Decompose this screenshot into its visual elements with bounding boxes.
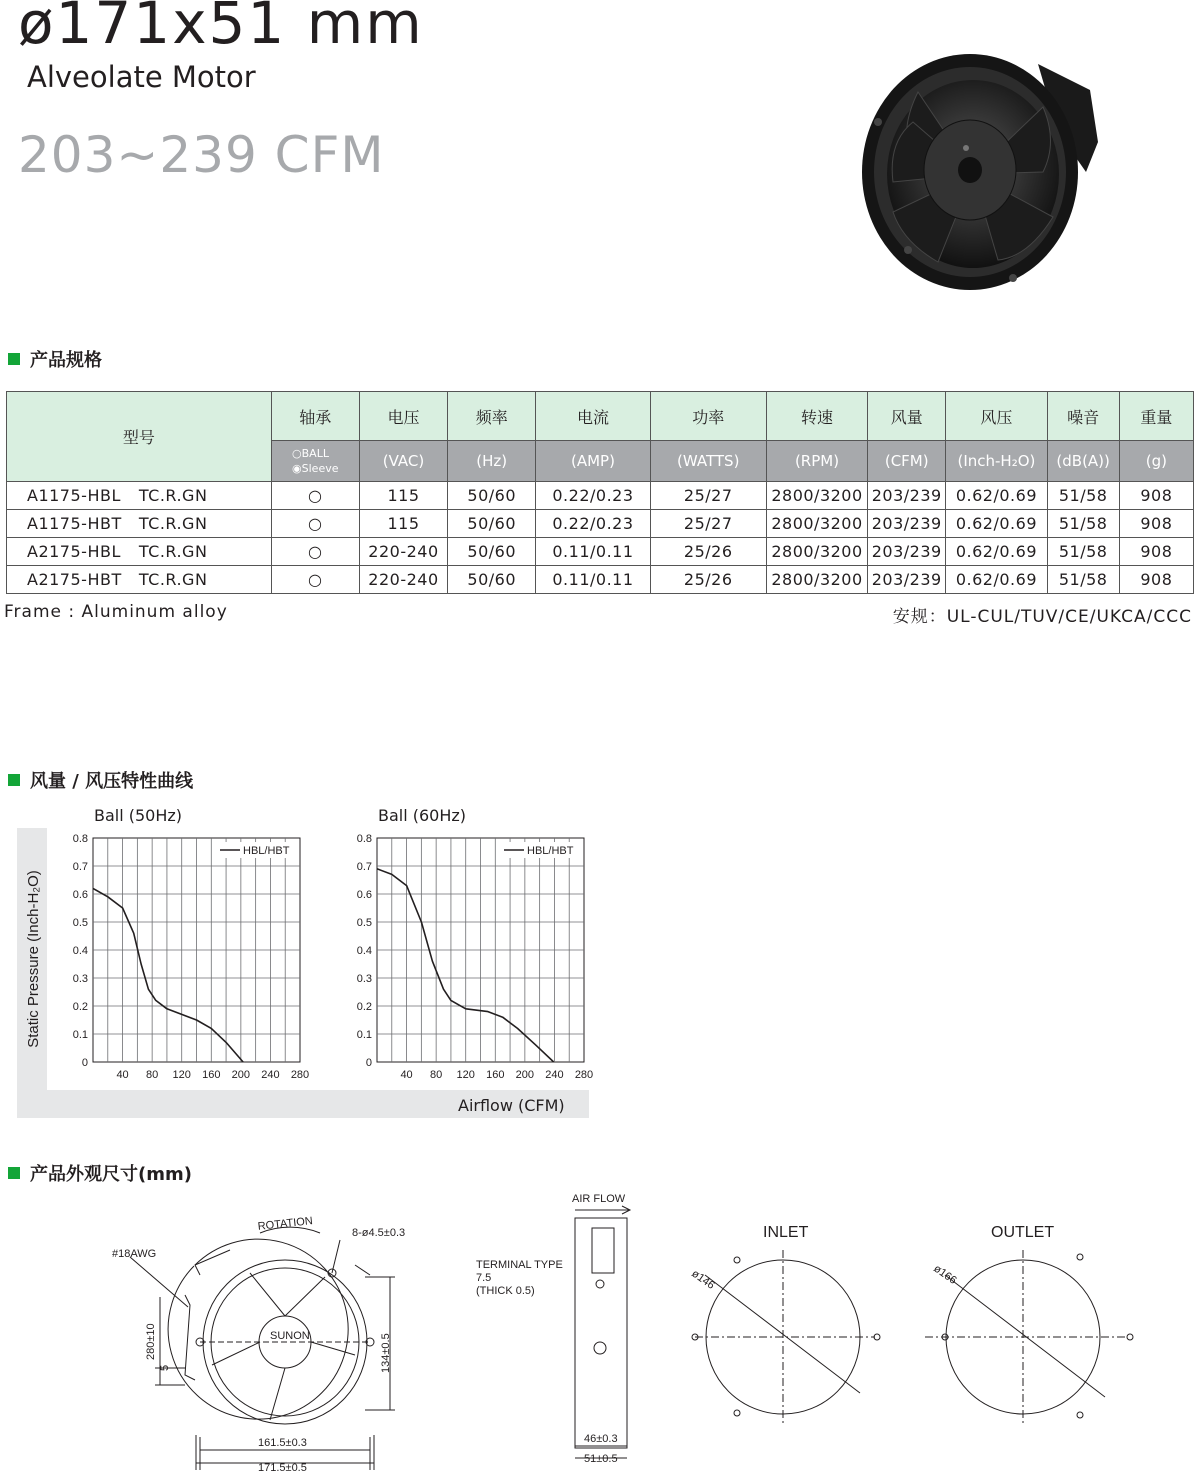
- fan-photo: [858, 52, 1108, 297]
- svg-text:OUTLET: OUTLET: [991, 1224, 1055, 1241]
- svg-text:161.5±0.3: 161.5±0.3: [258, 1437, 307, 1449]
- svg-text:280±10: 280±10: [145, 1323, 157, 1360]
- y-tick-label: 0.7: [72, 861, 88, 873]
- header-power: 功率: [650, 392, 766, 441]
- chart-60hz: [344, 828, 604, 1090]
- unit-current: (AMP): [536, 441, 650, 482]
- y-tick-label: 0.6: [72, 889, 88, 901]
- unit-voltage: (VAC): [359, 441, 447, 482]
- table-header-row: [7, 392, 1194, 441]
- svg-text:#18AWG: #18AWG: [112, 1248, 157, 1260]
- x-tick-label: 40: [400, 1069, 413, 1081]
- chart-title-50hz: Ball (50Hz): [94, 806, 183, 825]
- safety-note: 安规：UL-CUL/TUV/CE/UKCA/CCC: [892, 607, 1192, 627]
- svg-text:ROTATION: ROTATION: [257, 1215, 314, 1233]
- inlet-drawing: [685, 1215, 885, 1435]
- y-tick-label: 0.5: [72, 917, 88, 929]
- svg-text:INLET: INLET: [763, 1224, 809, 1241]
- product-subtitle: Alveolate Motor: [27, 60, 256, 94]
- x-tick-label: 120: [456, 1069, 475, 1081]
- unit-weight: (g): [1119, 441, 1193, 482]
- frame-note: Frame : Aluminum alloy: [4, 602, 228, 622]
- x-tick-label: 160: [202, 1069, 221, 1081]
- y-tick-label: 0.2: [72, 1001, 88, 1013]
- front-view-drawing: [100, 1205, 440, 1477]
- y-axis-label: [17, 828, 47, 1090]
- side-view-drawing: [470, 1188, 650, 1478]
- x-tick-label: 240: [261, 1069, 280, 1081]
- header-speed: 转速: [766, 392, 867, 441]
- cfm-range: 203~239 CFM: [18, 126, 385, 184]
- x-tick-label: 80: [430, 1069, 443, 1081]
- svg-text:171.5±0.5: 171.5±0.5: [258, 1462, 307, 1474]
- y-tick-label: 0.4: [356, 945, 372, 957]
- svg-text:134±0.5: 134±0.5: [380, 1333, 392, 1373]
- svg-text:7.5: 7.5: [476, 1272, 492, 1284]
- curve-section-title: 风量 / 风压特性曲线: [8, 767, 193, 793]
- header-voltage: 电压: [359, 392, 447, 441]
- unit-noise: (dB(A)): [1047, 441, 1119, 482]
- svg-text:(THICK 0.5): (THICK 0.5): [476, 1285, 535, 1297]
- x-axis-label: Airflow (CFM): [458, 1096, 565, 1115]
- unit-airflow: (CFM): [868, 441, 946, 482]
- svg-text:SUNON: SUNON: [270, 1330, 310, 1342]
- chart-50hz: [60, 828, 320, 1090]
- table-row: A2175-HBT TC.R.GN ○ 220-240 50/60 0.11/0.11 25/26 2800/3200 203/239 0.62/0.69 51/58 908: [7, 566, 1194, 594]
- y-tick-label: 0.2: [356, 1001, 372, 1013]
- x-tick-label: 200: [231, 1069, 251, 1081]
- svg-text:46±0.3: 46±0.3: [584, 1433, 618, 1445]
- table-row: A2175-HBL TC.R.GN ○ 220-240 50/60 0.11/0.11 25/26 2800/3200 203/239 0.62/0.69 51/58 908: [7, 538, 1194, 566]
- x-tick-label: 120: [172, 1069, 191, 1081]
- y-tick-label: 0.1: [356, 1029, 372, 1041]
- header-noise: 噪音: [1047, 392, 1119, 441]
- x-tick-label: 240: [545, 1069, 564, 1081]
- header-current: 电流: [536, 392, 650, 441]
- y-tick-label: 0.1: [72, 1029, 88, 1041]
- unit-frequency: (Hz): [448, 441, 536, 482]
- radio-selected-icon: ◉: [292, 462, 302, 475]
- svg-text:TERMINAL TYPE: TERMINAL TYPE: [476, 1259, 563, 1271]
- y-tick-label: 0.3: [356, 973, 372, 985]
- header-model: 型号: [7, 392, 272, 482]
- header-bearing: 轴承: [271, 392, 359, 441]
- header-pressure: 风压: [946, 392, 1047, 441]
- svg-text:8-ø4.5±0.3: 8-ø4.5±0.3: [352, 1227, 406, 1239]
- chart-title-60hz: Ball (60Hz): [378, 806, 467, 825]
- y-tick-label: 0.8: [356, 833, 372, 845]
- green-square-icon: [8, 774, 20, 786]
- y-tick-label: 0.8: [72, 833, 88, 845]
- y-tick-label: 0.7: [356, 861, 372, 873]
- unit-speed: (RPM): [766, 441, 867, 482]
- y-tick-label: 0: [365, 1057, 372, 1069]
- y-tick-label: 0.6: [356, 889, 372, 901]
- unit-pressure: (Inch-H₂O): [946, 441, 1047, 482]
- green-square-icon: [8, 353, 20, 365]
- svg-text:ø146: ø146: [689, 1267, 717, 1292]
- y-tick-label: 0.5: [356, 917, 372, 929]
- spec-section-title: 产品规格: [8, 346, 102, 372]
- table-row: A1175-HBL TC.R.GN ○ 115 50/60 0.22/0.23 25/27 2800/3200 203/239 0.62/0.69 51/58 908: [7, 482, 1194, 510]
- bearing-options: ○BALL ◉Sleeve: [271, 441, 359, 482]
- x-tick-label: 40: [116, 1069, 129, 1081]
- x-tick-label: 280: [574, 1069, 594, 1081]
- svg-text:51±0.5: 51±0.5: [584, 1453, 618, 1465]
- svg-text:5: 5: [159, 1364, 171, 1371]
- legend-label: HBL/HBT: [243, 845, 290, 857]
- header-weight: 重量: [1119, 392, 1193, 441]
- legend-label: HBL/HBT: [527, 845, 574, 857]
- svg-text:ø166: ø166: [931, 1262, 959, 1287]
- table-row: A1175-HBT TC.R.GN ○ 115 50/60 0.22/0.23 25/27 2800/3200 203/239 0.62/0.69 51/58 908: [7, 510, 1194, 538]
- green-square-icon: [8, 1167, 20, 1179]
- x-tick-label: 280: [290, 1069, 310, 1081]
- y-tick-label: 0.3: [72, 973, 88, 985]
- unit-power: (WATTS): [650, 441, 766, 482]
- svg-text:Static Pressure (Inch-H₂O): Static Pressure (Inch-H₂O): [25, 870, 42, 1048]
- y-tick-label: 0: [81, 1057, 88, 1069]
- y-tick-label: 0.4: [72, 945, 88, 957]
- outlet-drawing: [925, 1215, 1145, 1435]
- dims-section-title: 产品外观尺寸(mm): [8, 1160, 192, 1186]
- spec-table: [6, 391, 1194, 594]
- x-tick-label: 160: [486, 1069, 505, 1081]
- radio-empty-icon: ○: [292, 447, 302, 460]
- header-airflow: 风量: [868, 392, 946, 441]
- header-frequency: 频率: [448, 392, 536, 441]
- product-title: ø171x51 mm: [18, 0, 424, 57]
- x-tick-label: 200: [515, 1069, 535, 1081]
- x-tick-label: 80: [146, 1069, 159, 1081]
- svg-text:AIR FLOW: AIR FLOW: [572, 1193, 626, 1205]
